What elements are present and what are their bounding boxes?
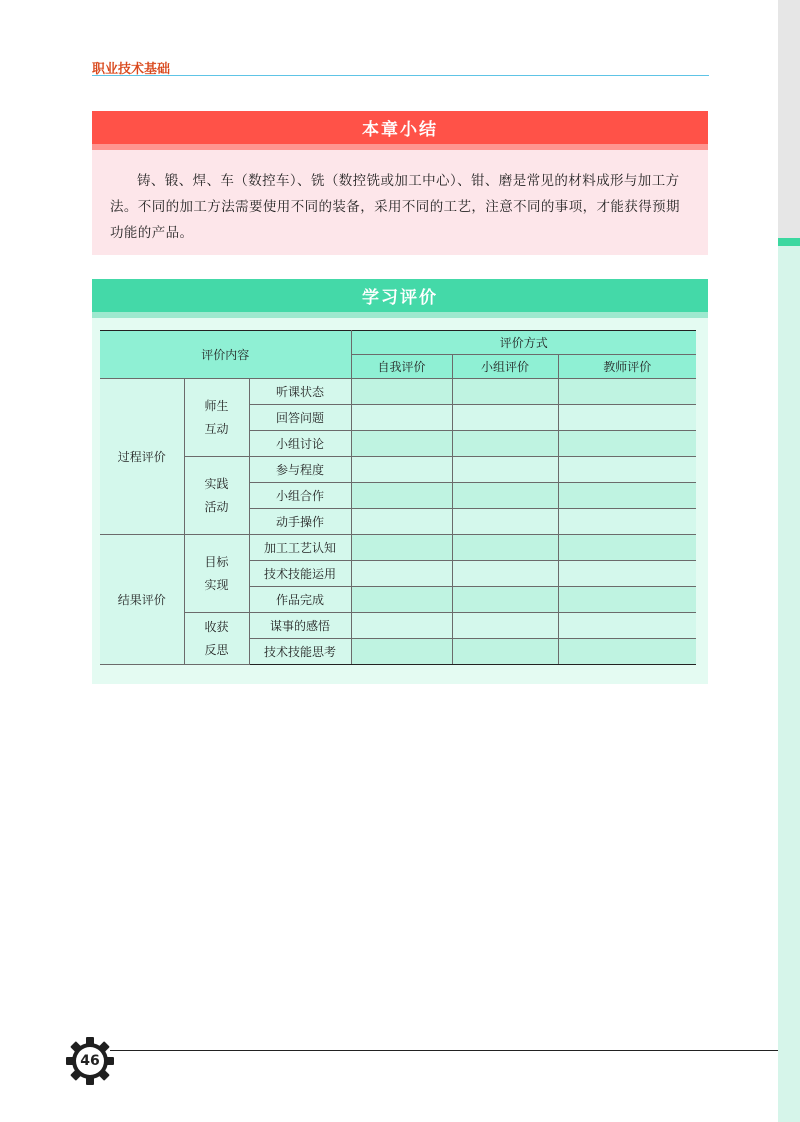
cell-group[interactable]	[452, 405, 558, 431]
cell-group[interactable]	[452, 535, 558, 561]
header-method: 评价方式	[351, 331, 696, 355]
item-cooperation: 小组合作	[249, 483, 351, 509]
summary-text: 铸、锻、焊、车（数控车）、铣（数控铣或加工中心）、钳、磨是常见的材料成形与加工方法。不同的加工方法需要使用不同的装备，采用不同的工艺，注意不同的事项，才能获得预期功能的产品。	[110, 173, 680, 241]
cell-teacher[interactable]	[558, 405, 696, 431]
chapter-edge-marker	[778, 238, 800, 246]
cell-teacher[interactable]	[558, 613, 696, 639]
cell-teacher[interactable]	[558, 561, 696, 587]
cell-group[interactable]	[452, 431, 558, 457]
item-answering: 回答问题	[249, 405, 351, 431]
cell-group[interactable]	[452, 613, 558, 639]
cell-self[interactable]	[351, 587, 452, 613]
page-edge-strip-top	[778, 0, 800, 238]
item-work-completion: 作品完成	[249, 587, 351, 613]
cell-teacher[interactable]	[558, 639, 696, 665]
cell-teacher[interactable]	[558, 587, 696, 613]
cell-self[interactable]	[351, 405, 452, 431]
header-content: 评价内容	[100, 331, 351, 379]
subgroup-goal: 目标 实现	[184, 535, 249, 613]
header-self: 自我评价	[351, 355, 452, 379]
cell-self[interactable]	[351, 639, 452, 665]
cell-group[interactable]	[452, 509, 558, 535]
item-skill-thinking: 技术技能思考	[249, 639, 351, 665]
subgroup-interaction: 师生 互动	[184, 379, 249, 457]
cell-group[interactable]	[452, 587, 558, 613]
item-listening: 听课状态	[249, 379, 351, 405]
item-hands-on: 动手操作	[249, 509, 351, 535]
cell-teacher[interactable]	[558, 483, 696, 509]
cell-self[interactable]	[351, 379, 452, 405]
item-participation: 参与程度	[249, 457, 351, 483]
cell-group[interactable]	[452, 639, 558, 665]
cell-self[interactable]	[351, 561, 452, 587]
cell-self[interactable]	[351, 509, 452, 535]
group-process: 过程评价	[100, 379, 184, 535]
group-result: 结果评价	[100, 535, 184, 665]
cell-group[interactable]	[452, 457, 558, 483]
page-number: 46	[80, 1053, 100, 1069]
subgroup-practice: 实践 活动	[184, 457, 249, 535]
cell-teacher[interactable]	[558, 457, 696, 483]
evaluation-title: 学习评价	[92, 279, 708, 318]
cell-teacher[interactable]	[558, 431, 696, 457]
subgroup-reflection: 收获 反思	[184, 613, 249, 665]
cell-group[interactable]	[452, 379, 558, 405]
item-discussion: 小组讨论	[249, 431, 351, 457]
cell-self[interactable]	[351, 483, 452, 509]
footer-rule	[110, 1050, 778, 1051]
header-rule	[92, 75, 709, 76]
evaluation-table	[100, 330, 696, 665]
cell-group[interactable]	[452, 483, 558, 509]
cell-teacher[interactable]	[558, 509, 696, 535]
summary-box	[92, 150, 708, 255]
running-title: 职业技术基础	[92, 62, 171, 77]
item-skill-application: 技术技能运用	[249, 561, 351, 587]
cell-self[interactable]	[351, 431, 452, 457]
summary-title: 本章小结	[92, 111, 708, 150]
item-process-knowledge: 加工工艺认知	[249, 535, 351, 561]
header-teacher: 教师评价	[558, 355, 696, 379]
cell-self[interactable]	[351, 613, 452, 639]
cell-self[interactable]	[351, 457, 452, 483]
cell-teacher[interactable]	[558, 379, 696, 405]
cell-self[interactable]	[351, 535, 452, 561]
cell-teacher[interactable]	[558, 535, 696, 561]
cell-group[interactable]	[452, 561, 558, 587]
item-insight: 谋事的感悟	[249, 613, 351, 639]
header-group: 小组评价	[452, 355, 558, 379]
